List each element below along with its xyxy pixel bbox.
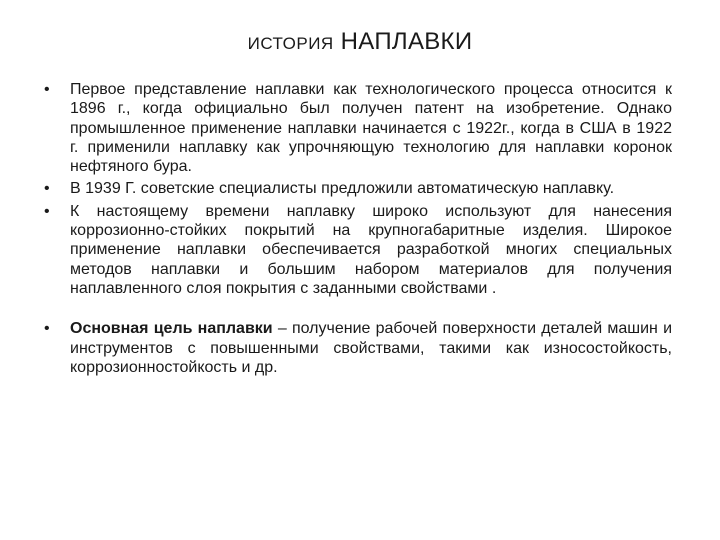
- title-main: НАПЛАВКИ: [340, 28, 473, 55]
- bullet-bold-lead: Основная цель наплавки: [70, 320, 273, 338]
- bullet-text: – получение рабочей поверхности деталей машин и инструментов с повышенными свойствами, такими как износостойкость, коррозионностойкость и др.: [70, 320, 673, 376]
- bullet-text: В 1939 Г. советские специалисты предложили автоматическую наплавку.: [70, 180, 615, 198]
- bullet-current-use: [44, 202, 672, 298]
- bullet-dot-icon: •: [44, 180, 50, 198]
- bullet-main-goal: [44, 319, 672, 377]
- bullet-text: К настоящему времени наплавку широко используют для нанесения коррозионно-стойких покрытий на крупногабаритные изделия. Широкое применение наплавки обеспечивается разработкой многих специальных методов наплавки и большим набором материалов для получения наплавленного слоя покрытия с заданными свойствами .: [70, 202, 672, 297]
- bullet-history-1939: [44, 179, 672, 198]
- bullet-list: [44, 80, 672, 377]
- bullet-dot-icon: •: [44, 320, 50, 338]
- bullet-text: Первое представление наплавки как технологического процесса относится к 1896 г., когда официально был получен патент на изобретение. Однако промышленное применение наплавки начинается с 1922г., когда в США в 1922 г. применили наплавку как упрочняющую технологию для наплавки коронок нефтяного бура.: [70, 81, 672, 176]
- bullet-history-1896: [44, 80, 672, 176]
- slide-title: [0, 28, 720, 56]
- title-prefix: ИСТОРИЯ: [247, 34, 334, 53]
- bullet-dot-icon: •: [44, 202, 50, 220]
- bullet-dot-icon: •: [44, 81, 50, 98]
